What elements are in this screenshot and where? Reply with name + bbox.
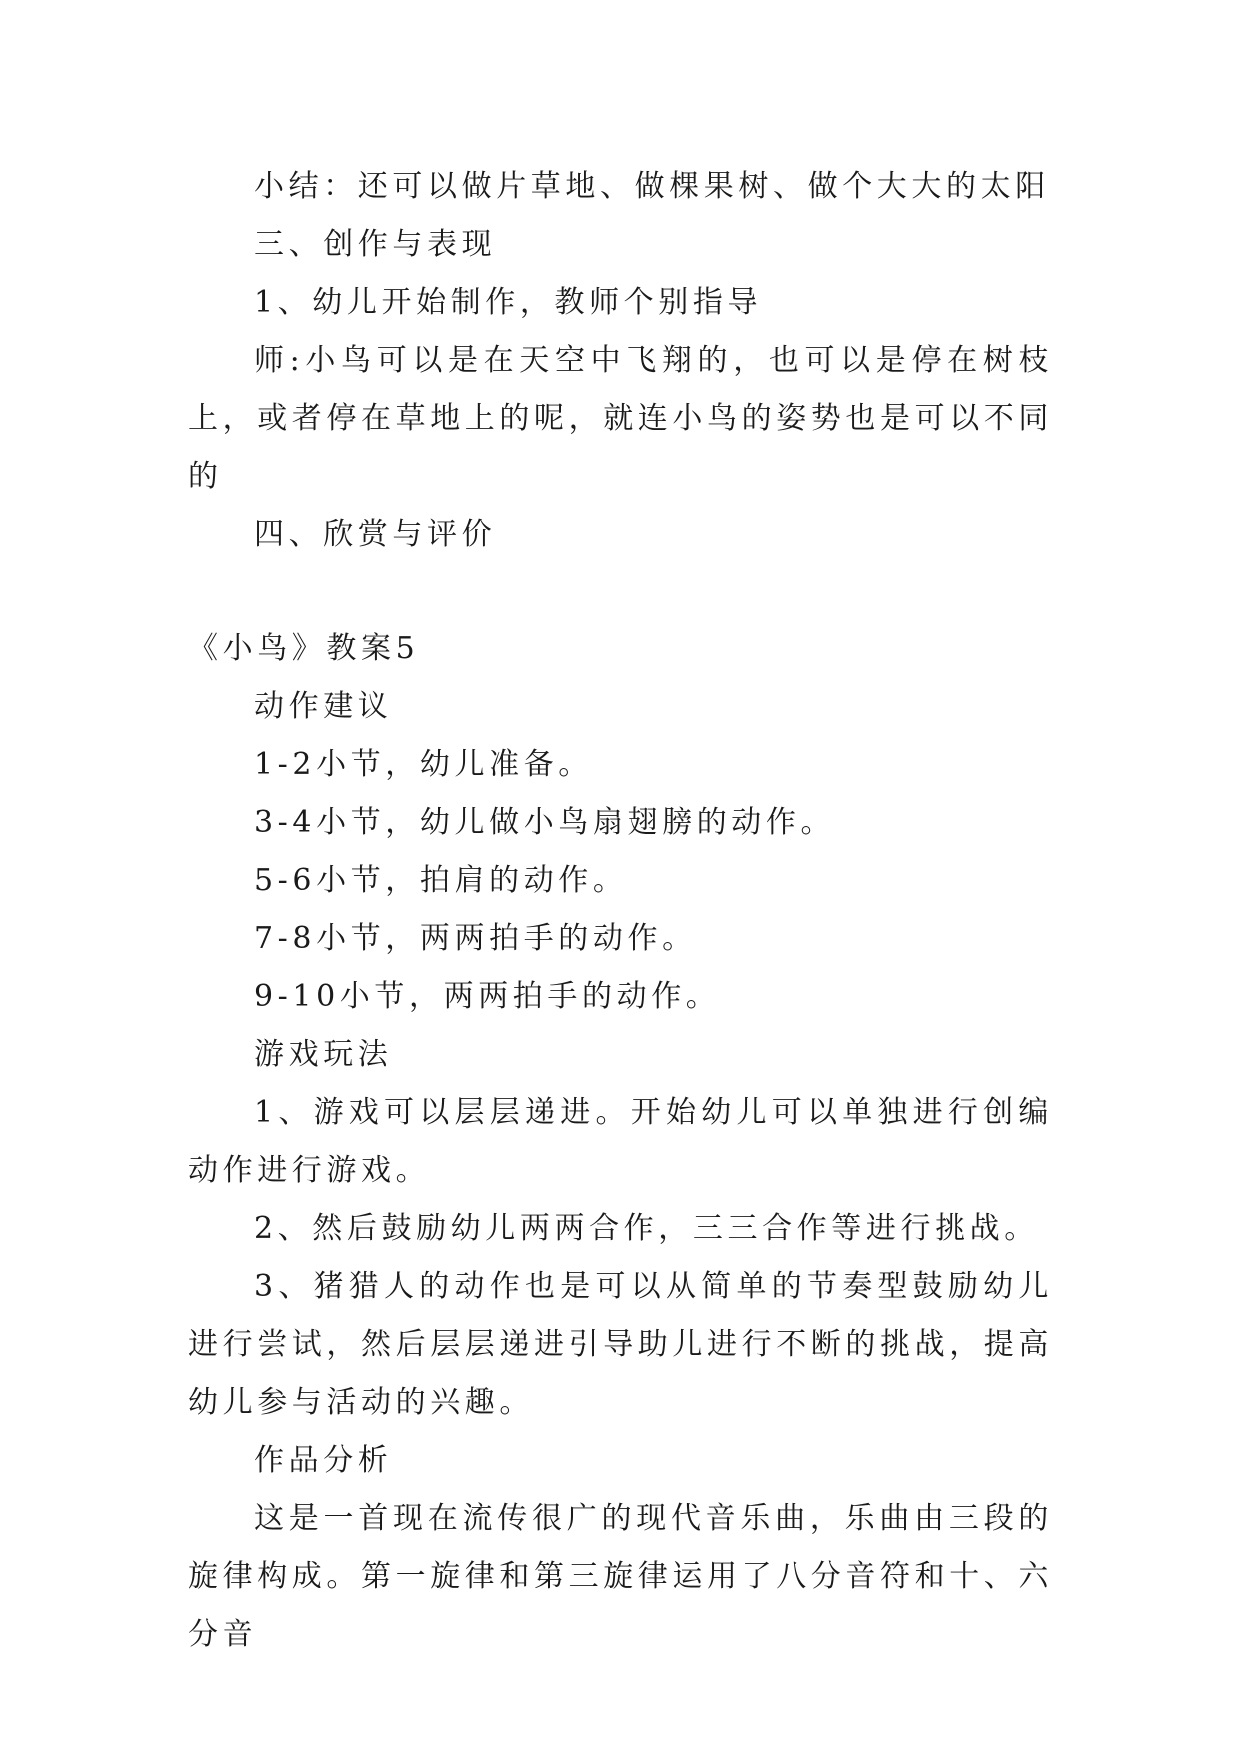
section-gap — [188, 564, 1053, 620]
list-item: 5-6小节，拍肩的动作。 — [254, 863, 628, 898]
subheading-movement: 动作建议 — [254, 689, 393, 724]
list-item: 1-2小节，幼儿准备。 — [254, 747, 593, 782]
subheading-gameplay: 游戏玩法 — [254, 1037, 393, 1072]
list-item: 1、游戏可以层层递进。开始幼儿可以单独进行创编动作进行游戏。 — [188, 1095, 1053, 1188]
analysis-paragraph: 这是一首现在流传很广的现代音乐曲，乐曲由三段的旋律构成。第一旋律和第三旋律运用了八分音符和十、六分音 — [188, 1501, 1053, 1652]
section-heading-create: 三、创作与表现 — [254, 227, 497, 262]
document-body — [188, 158, 1053, 1664]
list-item: 9-10小节，两两拍手的动作。 — [254, 979, 721, 1014]
list-item: 2、然后鼓励幼儿两两合作，三三合作等进行挑战。 — [254, 1211, 1039, 1246]
lesson-title: 《小鸟》教案5 — [188, 631, 420, 666]
section-heading-evaluate: 四、欣赏与评价 — [254, 517, 497, 552]
summary-paragraph: 小结：还可以做片草地、做棵果树、做个大大的太阳 — [254, 169, 1050, 204]
subheading-analysis: 作品分析 — [254, 1443, 393, 1478]
list-item: 1、幼儿开始制作，教师个别指导 — [254, 285, 763, 320]
list-item: 3、猪猎人的动作也是可以从简单的节奏型鼓励幼儿进行尝试，然后层层递进引导助儿进行不断的挑战，提高幼儿参与活动的兴趣。 — [188, 1269, 1053, 1420]
list-item: 3-4小节，幼儿做小鸟扇翅膀的动作。 — [254, 805, 836, 840]
teacher-paragraph: 师:小鸟可以是在天空中飞翔的，也可以是停在树枝上，或者停在草地上的呢，就连小鸟的姿势也是可以不同的 — [188, 343, 1053, 494]
list-item: 7-8小节，两两拍手的动作。 — [254, 921, 697, 956]
